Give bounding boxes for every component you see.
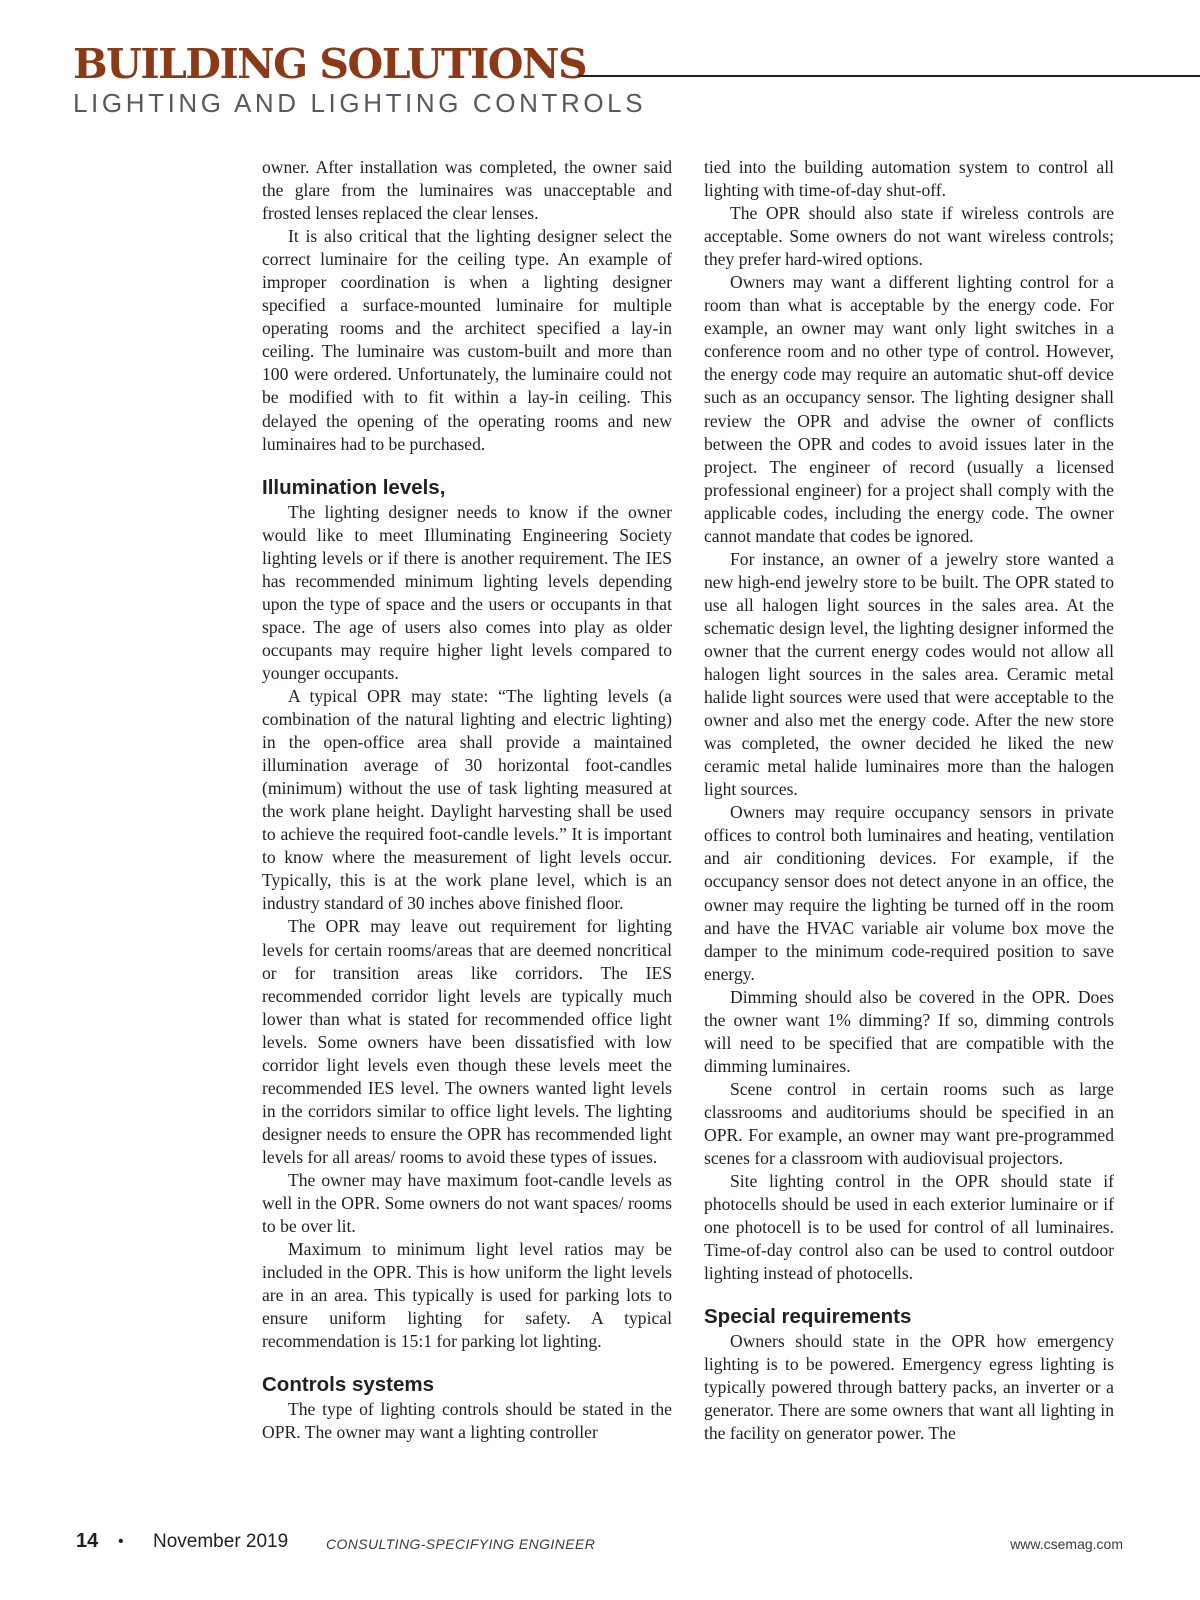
page-footer [73, 1530, 1123, 1554]
paragraph: Site lighting control in the OPR should state if photocells should be used in each exterior luminaire or if one photocell is to be used for control of all luminaires. Time-of-day control also can be used to control outdoor lighting instead of photocells. [704, 1171, 1114, 1284]
paragraph: A typical OPR may state: “The lighting levels (a combination of the natural lighting and electric lighting) in the open-office area shall provide a maintained illumination average of 30 horizontal foot-candles (minimum) without the use of task lighting measured at the work plane height. Daylight harvesting shall be used to achieve the required foot-candle levels.” It is important to know where the measurement of light levels occur. Typically, this is at the work plane level, which is an industry standard of 30 inches above finished floor. [262, 685, 672, 914]
page-number: 14 [76, 1530, 99, 1552]
paragraph: Owners may want a different lighting control for a room than what is acceptable by the energy code. For example, an owner may want only light switches in a conference room and no other type of control. However, the energy code may require an automatic shut-off device such as an occupancy sensor. The lighting designer shall review the OPR and advise the owner of conflicts between the OPR and codes to avoid issues later in the project. The engineer of record (usually a licensed professional engineer) for a project shall comply with the applicable codes, including the energy code. The owner cannot mandate that codes be ignored. [704, 272, 1114, 546]
paragraph: The OPR may leave out requirement for lighting levels for certain rooms/areas that are deemed noncritical or for transition areas like corridors. The IES recommended corridor light levels are typically much lower than what is stated for recommended office light levels. Some owners have been dissatisfied with low corridor light levels even though these levels meet the recommended IES level. The owners wanted light levels in the corridors similar to office light levels. The lighting designer needs to ensure the OPR has recommended light levels for all areas/ rooms to avoid these types of issues. [262, 916, 672, 1167]
paragraph: Maximum to minimum light level ratios may be included in the OPR. This is how uniform the light levels are in an area. This typically is used for parking lots to ensure uniform lighting for safety. A typical recommendation is 15:1 for parking lot lighting. [262, 1239, 672, 1352]
magazine-name: CONSULTING-SPECIFYING ENGINEER [326, 1536, 596, 1552]
section-title: LIGHTING AND LIGHTING CONTROLS [73, 88, 647, 118]
paragraph: The lighting designer needs to know if the owner would like to meet Illuminating Engineering Society lighting levels or if there is another requirement. The IES has recommended minimum lighting levels depending upon the type of space and the users or occupants in that space. The age of users also comes into play as older occupants may require higher light levels compared to younger occupants. [262, 501, 672, 683]
brand-title: BUILDING SOLUTIONS [73, 40, 587, 88]
page-header [73, 40, 1200, 118]
left-column [262, 156, 672, 1444]
paragraph: The type of lighting controls should be stated in the OPR. The owner may want a lighting controller [262, 1399, 672, 1443]
section-heading: Controls systems [262, 1373, 435, 1397]
header-rule [578, 75, 1200, 77]
paragraph: Scene control in certain rooms such as large classrooms and auditoriums should be specified in an OPR. For example, an owner may want pre-programmed scenes for a classroom with audiovisual projectors. [704, 1078, 1114, 1169]
paragraph: owner. After installation was completed, the owner said the glare from the luminaires was unacceptable and frosted lenses replaced the clear lenses. [262, 157, 672, 224]
right-column [704, 156, 1114, 1446]
paragraph: It is also critical that the lighting designer select the correct luminaire for the ceiling type. An example of improper coordination is when a lighting designer specified a surface-mounted luminaire for multiple operating rooms and the architect specified a lay-in ceiling. The luminaire was custom-built and more than 100 were ordered. Unfortunately, the luminaire could not be modified with to fit within a lay-in ceiling. This delayed the opening of the operating rooms and new luminaires had to be purchased. [262, 226, 672, 454]
section-heading: Special requirements [704, 1305, 912, 1329]
section-heading: Illumination levels, [262, 475, 446, 499]
website-link[interactable]: www.csemag.com [1010, 1536, 1123, 1552]
paragraph: tied into the building automation system to control all lighting with time-of-day shut-off. [704, 157, 1114, 201]
paragraph: The OPR should also state if wireless controls are acceptable. Some owners do not want wireless controls; they prefer hard-wired options. [704, 203, 1114, 270]
paragraph: Dimming should also be covered in the OPR. Does the owner want 1% dimming? If so, dimming controls will need to be specified that are compatible with the dimming luminaires. [704, 986, 1114, 1076]
issue-date: November 2019 [153, 1531, 289, 1552]
footer-bullet: • [118, 1533, 124, 1550]
brand-row [73, 40, 1200, 88]
paragraph: For instance, an owner of a jewelry store wanted a new high-end jewelry store to be built. The OPR stated to use all halogen light sources in the sales area. At the schematic design level, the lighting designer informed the owner that the current energy codes would not allow all halogen light sources in the sales area. Ceramic metal halide light sources were used that were acceptable to the owner and also met the energy code. After the new store was completed, the owner decided he liked the new ceramic metal halide luminaires more than the halogen light sources. [704, 548, 1114, 800]
paragraph: Owners may require occupancy sensors in private offices to control both luminaires and heating, ventilation and air conditioning devices. For example, if the occupancy sensor does not detect anyone in an office, the owner may require the lighting be turned off in the room and have the HVAC variable air volume box move the damper to the minimum code-required position to save energy. [704, 802, 1114, 984]
paragraph: Owners should state in the OPR how emergency lighting is to be powered. Emergency egress lighting is typically powered through battery packs, an inverter or a generator. There are some owners that want all lighting in the facility on generator power. The [704, 1331, 1114, 1444]
paragraph: The owner may have maximum foot-candle levels as well in the OPR. Some owners do not want spaces/ rooms to be over lit. [262, 1169, 672, 1237]
